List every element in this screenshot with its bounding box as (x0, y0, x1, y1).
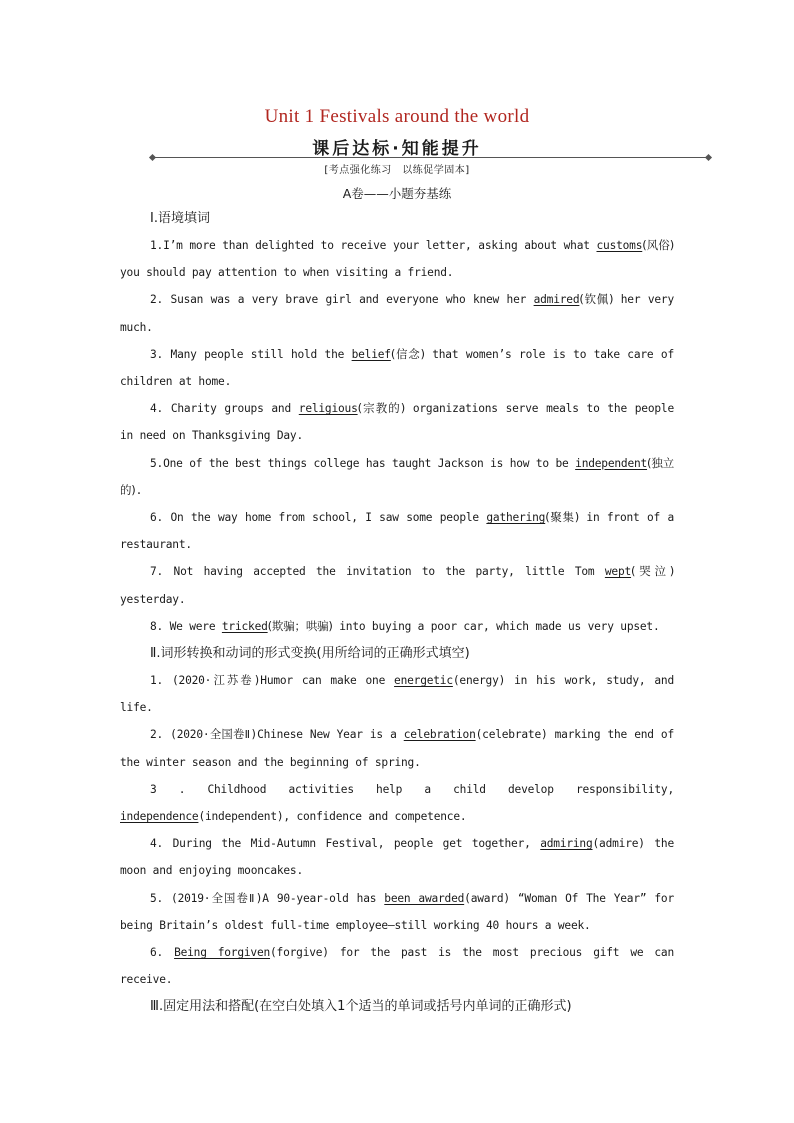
exercise-item (120, 613, 674, 640)
answer: independence (120, 810, 199, 824)
section-subtitle: 课后达标·知能提升 (312, 139, 482, 159)
item-text: . (135, 483, 143, 497)
exercise-item (120, 232, 674, 286)
item-text: 1.I’m more than delighted to receive your letter, asking about what (150, 239, 597, 252)
item-text: yesterday. (120, 592, 186, 606)
item-text: 2. Susan was a very brave girl and everyone who knew her (150, 293, 534, 307)
item-text: 2. (2020·全国卷Ⅱ)Chinese New Year is a (150, 728, 404, 742)
item-text: her very much. (120, 293, 674, 334)
section-heading-3: Ⅲ.固定用法和搭配(在空白处填入1个适当的单词或括号内单词的正确形式) (150, 999, 572, 1015)
hint: (forgive) (270, 946, 329, 960)
answer: religious (298, 402, 358, 416)
hint: (聚集) (545, 510, 579, 525)
exercise-item (120, 504, 674, 558)
item-text: 3 . Childhood activities help a child develop responsibility, (150, 782, 674, 796)
item-text: 6. (150, 946, 175, 960)
hint: (award) (464, 891, 510, 905)
exercise-item (120, 830, 674, 884)
item-text: for the past is the most precious gift we can receive. (120, 946, 674, 987)
hint: (钦佩) (579, 292, 614, 307)
answer: admired (533, 293, 580, 307)
item-text: that women’s role is to take care of children at home. (120, 347, 674, 389)
section-body-2 (120, 667, 674, 993)
item-text: 7. Not having accepted the invitation to the party, little Tom (150, 565, 605, 579)
item-text: the moon and enjoying mooncakes. (120, 837, 674, 878)
answer: gathering (486, 511, 546, 525)
hint: (宗教的) (357, 401, 406, 416)
item-text: “Woman Of The Year” for being Britain’s oldest full-time employee—still working 40 hours a week. (120, 891, 674, 932)
item-text: 5.One of the best things college has taught Jackson is how to be (150, 456, 576, 470)
hint: (celebrate) (475, 728, 548, 742)
item-text: , confidence and competence. (283, 810, 467, 824)
paper-label: A卷——小题夯基练 (342, 186, 452, 201)
exercise-item (120, 939, 674, 993)
section-heading-2: Ⅱ.词形转换和动词的形式变换(用所给词的正确形式填空) (150, 646, 470, 662)
tagline: [考点强化练习 以练促学固本] (324, 165, 470, 176)
item-text: 8. We were (150, 619, 222, 633)
hint: (欺骗；哄骗) (267, 618, 333, 633)
item-text: 6. On the way home from school, I saw some people (150, 511, 487, 525)
exercise-item (120, 395, 674, 449)
answer: tricked (221, 619, 268, 633)
answer: independent (575, 456, 648, 470)
exercise-item (120, 341, 674, 395)
item-text: you should pay attention to when visiting a friend. (120, 266, 454, 280)
exercise-item (120, 776, 674, 830)
answer: customs (596, 239, 643, 252)
exercise-item (120, 721, 674, 775)
item-text: 4. Charity groups and (150, 402, 299, 416)
item-text: in front of a restaurant. (120, 511, 674, 552)
exercise-item (120, 885, 674, 939)
answer: belief (351, 347, 391, 361)
hint: (admire) (592, 837, 645, 851)
answer: wept (604, 565, 632, 579)
item-text: into buying a poor car, which made us very upset. (332, 619, 660, 633)
hint: (独立的) (120, 455, 674, 497)
exercise-item (120, 558, 674, 612)
answer: energetic (394, 674, 453, 688)
section-body-1 (120, 232, 674, 640)
exercise-item (120, 286, 674, 340)
hint: (风俗) (642, 238, 674, 252)
answer: Being forgiven (174, 946, 271, 960)
exercise-item (120, 450, 674, 504)
hint: (哭泣) (631, 564, 674, 579)
hint: (信念) (390, 346, 425, 361)
answer: celebration (403, 728, 476, 742)
item-text: organizations serve meals to the people in need on Thanksgiving Day. (120, 402, 674, 443)
exercise-item (120, 667, 674, 721)
item-text: 3. Many people still hold the (150, 347, 352, 361)
answer: been awarded (384, 891, 465, 905)
hint: (energy) (452, 674, 506, 688)
item-text: marking the end of the winter season and the beginning of spring. (120, 728, 674, 769)
item-text: 4. During the Mid-Autumn Festival, people get together, (150, 837, 541, 851)
item-text: 5. (2019·全国卷Ⅱ)A 90-year-old has (150, 891, 385, 905)
item-text: in his work, study, and life. (120, 674, 674, 715)
hint: (independent) (198, 810, 284, 824)
section-heading-1: Ⅰ.语境填词 (150, 211, 210, 226)
title-divider (152, 157, 708, 158)
item-text: 1. (2020·江苏卷)Humor can make one (150, 674, 395, 688)
exercise-content (120, 205, 674, 1020)
unit-title: Unit 1 Festivals around the world (264, 106, 530, 127)
answer: admiring (540, 837, 593, 851)
